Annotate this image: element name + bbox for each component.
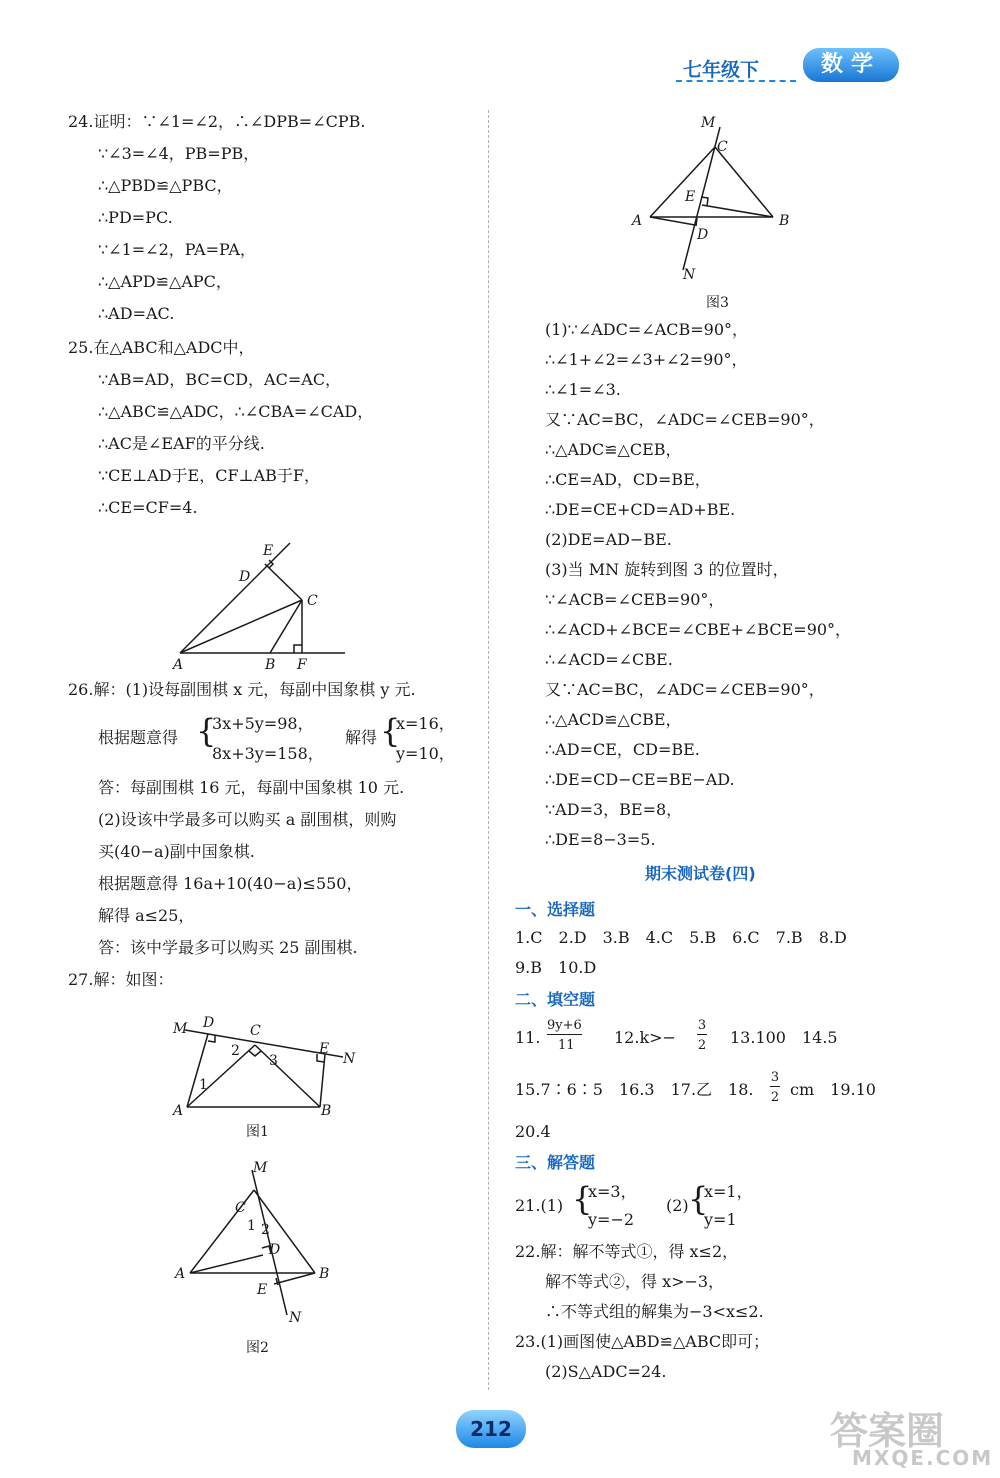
fig3-label: N xyxy=(683,267,696,283)
fraction-numerator: 3 xyxy=(697,1018,707,1033)
q26-line: 26.解：(1)设每副围棋 x 元，每副中国象棋 y 元. xyxy=(68,680,416,699)
answer-21-eq: y=−2 xyxy=(588,1210,635,1229)
proof-line: 又∵AC=BC，∠ADC=∠CEB=90°， xyxy=(545,680,825,699)
subject-tab: 数学 xyxy=(803,48,899,82)
answer-21-label: 21.(1) xyxy=(515,1196,564,1215)
mc-answers: 9.B 10.D xyxy=(515,958,597,977)
brace-icon: { xyxy=(572,1180,593,1218)
proof-line: ∵∠ACB=∠CEB=90°， xyxy=(545,590,725,609)
q24-line: ∴△APD≌△APC， xyxy=(98,272,232,291)
answer-22-line: ∴不等式组的解集为−3<x≤2. xyxy=(545,1302,764,1321)
proof-line: ∴∠1+∠2=∠3+∠2=90°， xyxy=(545,350,748,369)
proof-line: ∴△ADC≌△CEB， xyxy=(545,440,682,459)
q26-line: 答：该中学最多可以购买 25 副围棋. xyxy=(98,938,358,957)
fig2-label: C xyxy=(235,1200,246,1216)
fig25-label: C xyxy=(307,593,318,609)
q26-solve-label: 解得 xyxy=(345,728,378,747)
fig1-label: B xyxy=(321,1103,332,1119)
proof-line: ∴CE=AD，CD=BE， xyxy=(545,470,711,489)
proof-line: ∴△ACD≌△CBE， xyxy=(545,710,682,729)
fig3-label: E xyxy=(685,189,696,205)
q26-system-label: 根据题意得 xyxy=(98,728,179,747)
proof-line: ∴AD=CE，CD=BE. xyxy=(545,740,700,759)
exam-title: 期末测试卷(四) xyxy=(645,864,756,883)
fig1-caption: 图1 xyxy=(246,1124,269,1140)
fill-answer: 13.100 14.5 xyxy=(730,1028,838,1047)
mc-answers: 1.C 2.D 3.B 4.C 5.B 6.C 7.B 8.D xyxy=(515,928,847,947)
fraction-denominator: 2 xyxy=(697,1038,707,1053)
q25-line: ∴AC是∠EAF的平分线. xyxy=(98,434,265,453)
q26-line: 根据题意得 16a+10(40−a)≤550， xyxy=(98,874,363,893)
fill-answer: 11. xyxy=(515,1028,541,1047)
fig2-label: E xyxy=(257,1282,268,1298)
fig1-label: A xyxy=(173,1103,184,1119)
fill-answer: 12.k>− xyxy=(614,1028,676,1047)
fill-answer: cm 19.10 xyxy=(790,1080,876,1099)
q24-line: ∴PD=PC. xyxy=(98,208,173,227)
proof-line: 又∵AC=BC，∠ADC=∠CEB=90°， xyxy=(545,410,825,429)
brace-icon: { xyxy=(688,1180,709,1218)
column-divider xyxy=(488,110,489,1390)
proof-line: ∴∠1=∠3. xyxy=(545,380,621,399)
fill-answer: 15.7∶6∶5 16.3 17.乙 18. xyxy=(515,1080,754,1099)
answer-21-eq: x=3， xyxy=(588,1182,637,1201)
fig3-label: B xyxy=(779,213,790,229)
fig25-label: A xyxy=(173,657,184,673)
fig2-label: B xyxy=(319,1266,330,1282)
q26-line: (2)设该中学最多可以购买 a 副围棋，则购 xyxy=(98,810,397,829)
watermark-logo: 答案圈 xyxy=(830,1409,945,1453)
fig25-label: B xyxy=(265,657,276,673)
fig2-diagram xyxy=(165,1160,355,1330)
fraction-denominator: 11 xyxy=(558,1038,575,1053)
q25-line: 25.在△ABC和△ADC中， xyxy=(68,338,255,357)
fig1-label: 3 xyxy=(269,1053,278,1069)
fig25-label: E xyxy=(263,543,274,559)
fig3-label: A xyxy=(632,213,643,229)
q25-line: ∴△ABC≌△ADC，∴∠CBA=∠CAD， xyxy=(98,402,374,421)
fraction-numerator: 3 xyxy=(770,1070,780,1085)
watermark-site: MXQE.COM xyxy=(852,1446,994,1470)
answer-21-eq: y=1 xyxy=(704,1210,737,1229)
fill-answer: 20.4 xyxy=(515,1122,551,1141)
fig25-label: F xyxy=(297,657,307,673)
fig25-diagram xyxy=(165,535,355,675)
proof-line: ∵AD=3，BE=8， xyxy=(545,800,683,819)
proof-line: (2)DE=AD−BE. xyxy=(545,530,672,549)
grade-label: 七年级下 xyxy=(683,59,760,81)
proof-line: (3)当 MN 旋转到图 3 的位置时， xyxy=(545,560,789,579)
fig2-label: N xyxy=(289,1310,302,1326)
q24-line: ∵∠1=∠2，PA=PA， xyxy=(98,240,256,259)
fraction-denominator: 2 xyxy=(770,1090,780,1105)
fig2-caption: 图2 xyxy=(246,1340,269,1356)
section-heading: 二、填空题 xyxy=(515,990,596,1009)
q27-line: 27.解：如图： xyxy=(68,970,174,989)
q26-solution: y=10， xyxy=(396,744,455,763)
section-heading: 一、选择题 xyxy=(515,900,596,919)
section-heading: 三、解答题 xyxy=(515,1153,596,1172)
answer-21-label: (2) xyxy=(666,1196,689,1215)
answer-22-line: 解不等式②，得 x>−3， xyxy=(545,1272,725,1291)
q25-line: ∵AB=AD，BC=CD，AC=AC， xyxy=(98,370,342,389)
proof-line: ∴DE=CD−CE=BE−AD. xyxy=(545,770,735,789)
answer-22-line: 22.解：解不等式①，得 x≤2， xyxy=(515,1242,739,1261)
q26-line: 答：每副围棋 16 元，每副中国象棋 10 元. xyxy=(98,778,405,797)
page-number: 212 xyxy=(456,1410,526,1448)
q26-line: 解得 a≤25， xyxy=(98,906,195,925)
proof-line: ∴DE=CE+CD=AD+BE. xyxy=(545,500,736,519)
q24-line: 24.证明：∵∠1=∠2，∴∠DPB=∠CPB. xyxy=(68,112,366,131)
fig1-label: E xyxy=(319,1041,330,1057)
fraction-numerator: 9y+6 xyxy=(547,1018,582,1033)
fig3-diagram xyxy=(625,105,800,290)
proof-line: (1)∵∠ADC=∠ACB=90°， xyxy=(545,320,749,339)
fig1-label: 2 xyxy=(231,1043,240,1059)
q25-line: ∴CE=CF=4. xyxy=(98,498,198,517)
header-rule xyxy=(676,80,796,82)
q24-line: ∵∠3=∠4，PB=PB， xyxy=(98,144,260,163)
fig2-label: 1 xyxy=(247,1218,256,1234)
proof-line: ∴DE=8−3=5. xyxy=(545,830,656,849)
fig2-label: M xyxy=(253,1160,268,1176)
fig1-label: M xyxy=(173,1021,188,1037)
brace-icon: { xyxy=(380,712,401,750)
fig2-label: 2 xyxy=(261,1222,270,1238)
fig2-label: A xyxy=(175,1266,186,1282)
fig1-label: 1 xyxy=(199,1077,208,1093)
q25-line: ∵CE⊥AD于E，CF⊥AB于F， xyxy=(98,466,321,485)
fig3-label: C xyxy=(717,139,728,155)
q24-line: ∴△PBD≌△PBC， xyxy=(98,176,233,195)
q26-line: 买(40−a)副中国象棋. xyxy=(98,842,255,861)
fig25-label: D xyxy=(239,569,251,585)
q24-line: ∴AD=AC. xyxy=(98,304,175,323)
fig1-label: C xyxy=(250,1023,261,1039)
q26-system-eq: 8x+3y=158， xyxy=(212,744,324,763)
answer-23-line: 23.(1)画图使△ABD≌△ABC即可； xyxy=(515,1332,770,1351)
answer-23-line: (2)S△ADC=24. xyxy=(545,1362,667,1381)
fig3-label: D xyxy=(697,227,709,243)
q26-system-eq: 3x+5y=98， xyxy=(212,714,314,733)
proof-line: ∴∠ACD+∠BCE=∠CBE+∠BCE=90°， xyxy=(545,620,852,639)
answer-21-eq: x=1， xyxy=(704,1182,753,1201)
fig1-label: D xyxy=(203,1015,215,1031)
q26-solution: x=16， xyxy=(396,714,455,733)
fig3-label: M xyxy=(701,115,716,131)
proof-line: ∴∠ACD=∠CBE. xyxy=(545,650,673,669)
fig1-label: N xyxy=(343,1051,356,1067)
fig3-caption: 图3 xyxy=(706,295,729,311)
fig2-label: D xyxy=(269,1242,281,1258)
brace-icon: { xyxy=(196,712,217,750)
